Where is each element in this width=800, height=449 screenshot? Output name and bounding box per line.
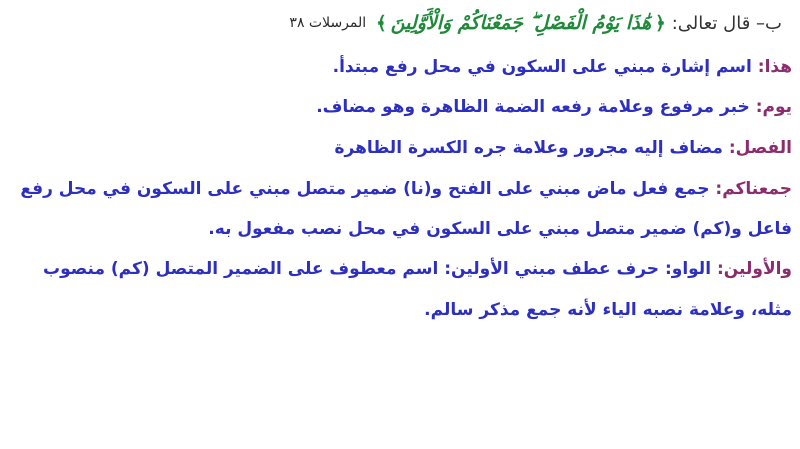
quran-verse xyxy=(376,12,666,34)
parse-text: خبر مرفوع وعلامة رفعه الضمة الظاهرة وهو مضاف. xyxy=(316,97,750,117)
term-label: جمعناكم: xyxy=(715,179,792,199)
term-label: يوم: xyxy=(755,97,792,117)
question-header xyxy=(289,8,782,38)
parse-line-walawwalin xyxy=(43,256,792,283)
term-label: والأولين: xyxy=(716,259,792,279)
parse-text: الواو: حرف عطف مبني الأولين: اسم معطوف على الضمير المتصل (كم) منصوب xyxy=(43,259,712,279)
term-label: الفصل: xyxy=(728,138,792,158)
question-label: ب– قال تعالى: xyxy=(671,12,782,34)
term-label: هذا: xyxy=(757,57,792,77)
verse-reference: المرسلات ٣٨ xyxy=(289,15,367,31)
parse-text: جمع فعل ماض مبني على الفتح و(نا) ضمير متصل مبني على السكون في محل رفع xyxy=(20,179,710,199)
verse-open-bracket: ﴿ xyxy=(655,12,666,34)
parse-line-yawm xyxy=(120,94,792,121)
verse-close-bracket: ﴾ xyxy=(376,12,387,34)
verse-text: هَٰذَا يَوْمُ الْفَصْلِ ۖ جَمَعْنَاكُمْ وَالْأَوَّلِينَ xyxy=(390,12,652,34)
parse-line-hatha xyxy=(120,54,792,81)
parse-text: مثله، وعلامة نصبه الياء لأنه جمع مذكر سالم. xyxy=(424,300,792,320)
parse-text: فاعل و(كم) ضمير متصل مبني على السكون في محل نصب مفعول به. xyxy=(208,219,792,239)
parse-line-walawwalin-continued xyxy=(120,297,792,324)
parse-line-jamanakum-continued xyxy=(120,216,792,243)
parse-line-alfasl xyxy=(120,135,792,162)
parse-text: اسم إشارة مبني على السكون في محل رفع مبتدأ. xyxy=(332,57,752,77)
parse-line-jamanakum xyxy=(20,176,792,203)
parse-text: مضاف إليه مجرور وعلامة جره الكسرة الظاهرة xyxy=(334,138,723,158)
